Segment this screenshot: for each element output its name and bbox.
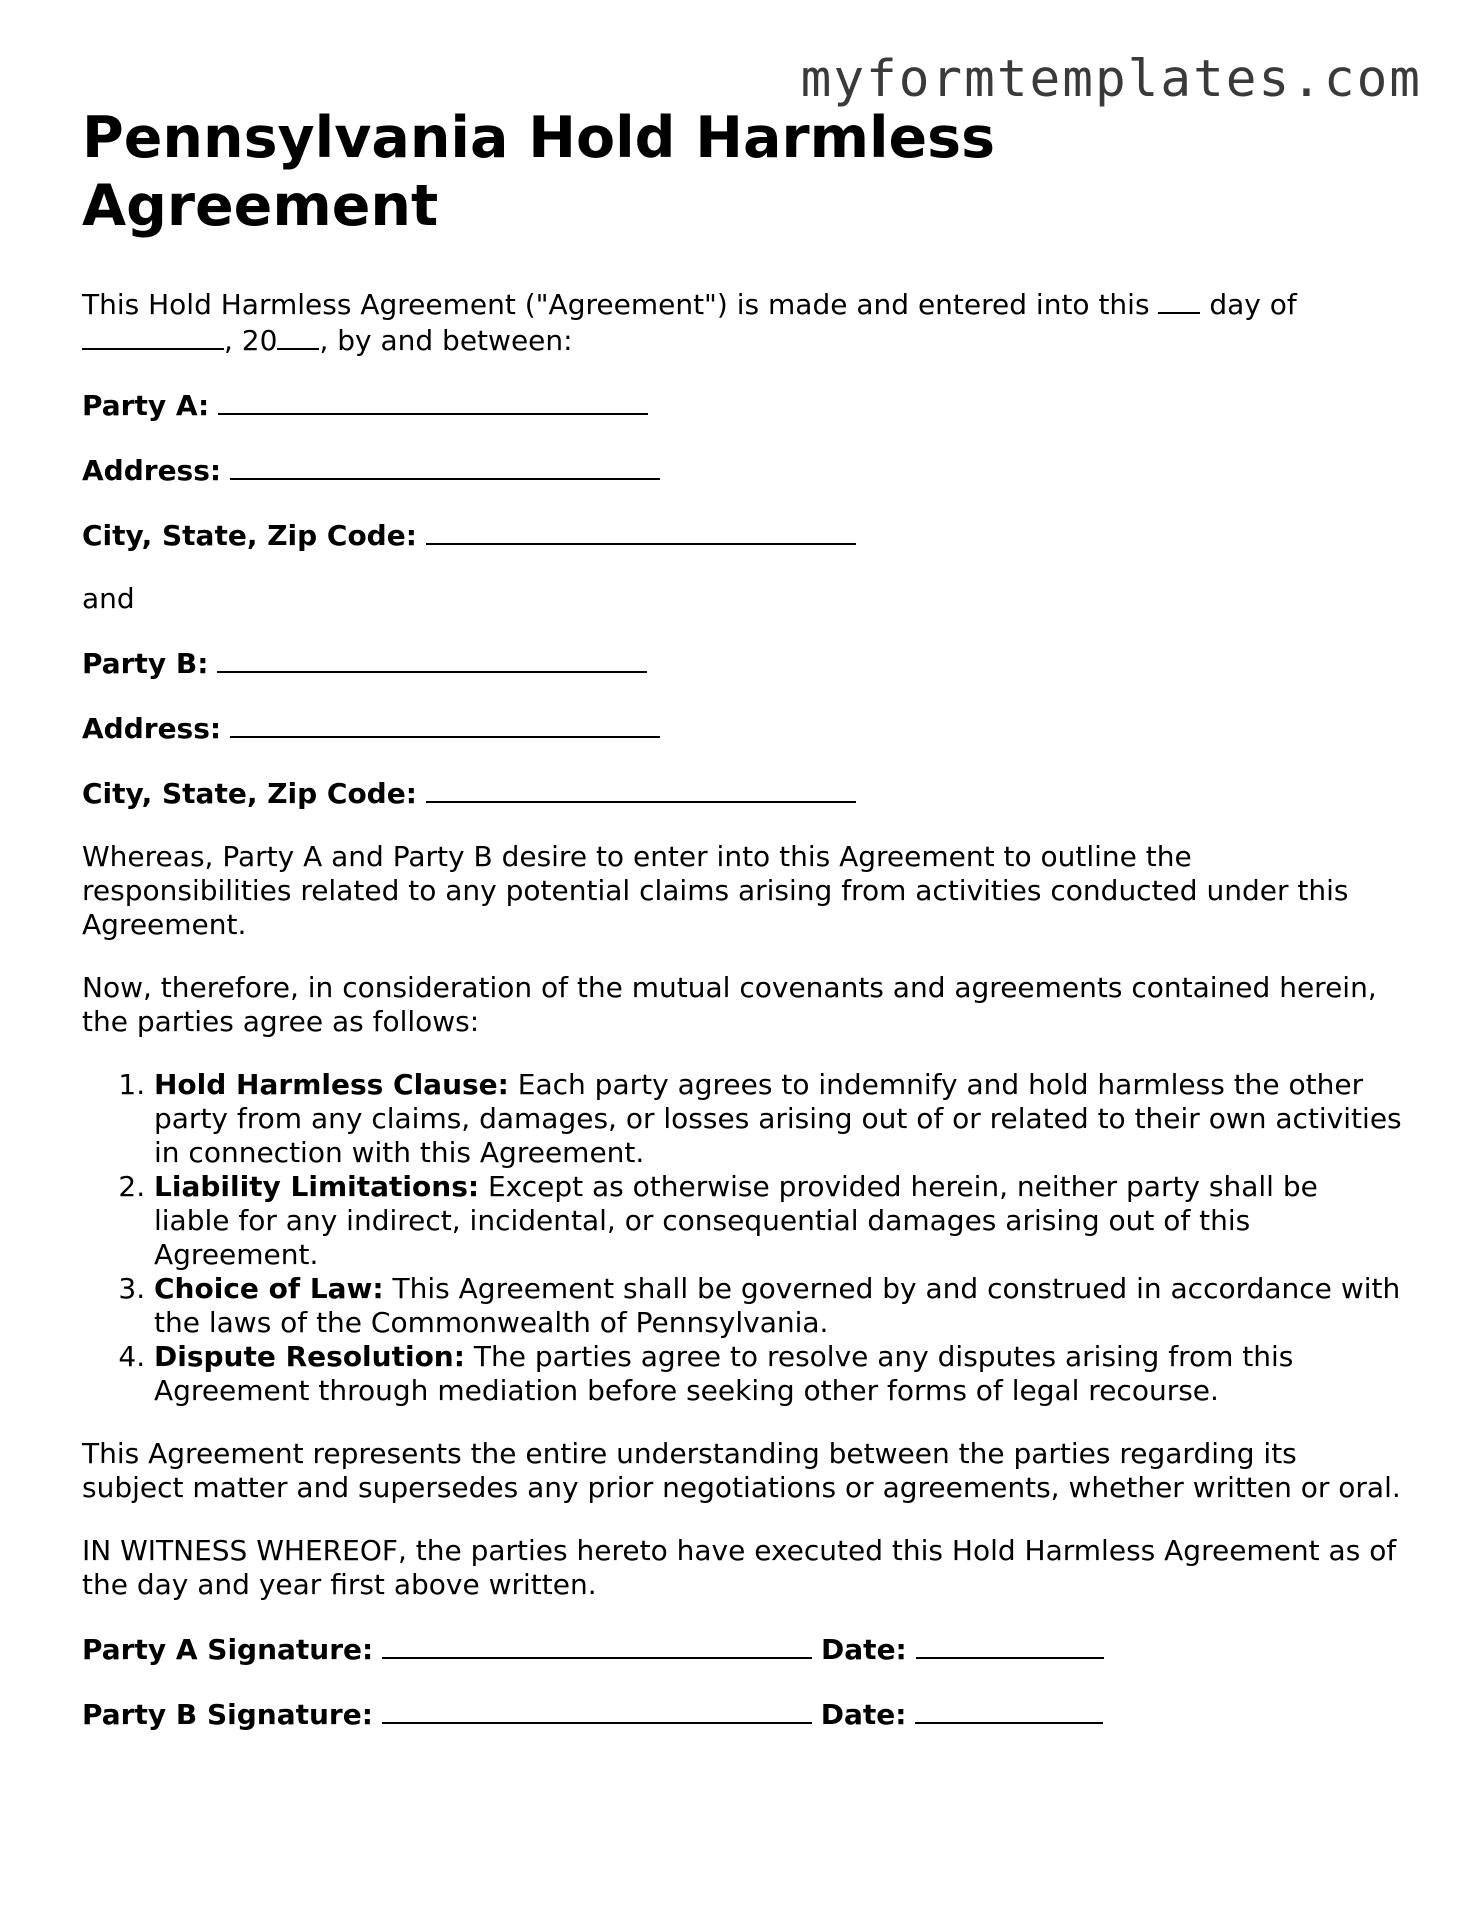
whereas-paragraph: Whereas, Party A and Party B desire to enter into this Agreement to outline the responsibilities related to any potential claims arising from activities conducted under this Agreement. [82, 840, 1349, 941]
party-b-city-row [82, 775, 1402, 811]
clause-text: Each party agrees to indemnify and hold harmless the other party from any claims, damages, or losses arising out of or related to their own activities in connection with this Agreement. [154, 1068, 1402, 1169]
page-title: Pennsylvania Hold Harmless Agreement [82, 105, 996, 239]
party-a-address-label: Address: [82, 454, 222, 487]
intro-paragraph [82, 286, 1402, 358]
party-a-address-blank[interactable] [230, 452, 660, 480]
party-b-address-blank[interactable] [230, 710, 660, 738]
document-page [82, 104, 1402, 1732]
clause-heading: Hold Harmless Clause: [154, 1068, 509, 1101]
clause-text: Except as otherwise provided herein, neither party shall be liable for any indirect, incidental, or consequential damages arising out of this Agreement. [154, 1170, 1318, 1271]
party-a-signature-row [82, 1631, 1402, 1667]
party-a-name-blank[interactable] [218, 387, 648, 415]
now-therefore-paragraph: Now, therefore, in consideration of the mutual covenants and agreements contained herein, the parties agree as follows: [82, 971, 1377, 1038]
party-a-signature-blank[interactable] [382, 1631, 812, 1659]
day-blank[interactable] [1158, 286, 1200, 314]
intro-text-day: day of [1209, 288, 1297, 321]
party-b-name-blank[interactable] [217, 645, 647, 673]
intro-text-month: , 20 [224, 324, 278, 357]
clause-item [154, 1170, 1402, 1272]
party-a-city-label: City, State, Zip Code: [82, 519, 417, 552]
party-b-address-row [82, 710, 1402, 746]
party-b-city-label: City, State, Zip Code: [82, 777, 417, 810]
intro-text-end: , by and between: [319, 324, 573, 357]
clauses-list [82, 1068, 1402, 1408]
party-b-city-blank[interactable] [426, 775, 856, 803]
clause-heading: Dispute Resolution: [154, 1340, 465, 1373]
party-a-name-row [82, 387, 1402, 423]
party-b-signature-blank[interactable] [382, 1696, 812, 1724]
party-b-address-label: Address: [82, 712, 222, 745]
party-a-city-blank[interactable] [426, 517, 856, 545]
clause-text: This Agreement shall be governed by and construed in accordance with the laws of the Commonwealth of Pennsylvania. [154, 1272, 1401, 1339]
party-b-signature-row [82, 1696, 1402, 1732]
party-a-signature-label: Party A Signature: [82, 1633, 374, 1666]
clause-item [154, 1068, 1402, 1170]
clause-heading: Choice of Law: [154, 1272, 384, 1305]
party-a-name-label: Party A: [82, 389, 210, 422]
party-a-city-row [82, 517, 1402, 553]
party-b-date-label: Date: [820, 1698, 907, 1731]
party-a-address-row [82, 452, 1402, 488]
party-b-name-row [82, 645, 1402, 681]
intro-text-start: This Hold Harmless Agreement ("Agreement") is made and entered into this [82, 288, 1150, 321]
year-blank[interactable] [277, 322, 319, 350]
month-blank[interactable] [82, 322, 224, 350]
party-b-name-label: Party B: [82, 647, 209, 680]
clause-text: The parties agree to resolve any disputes arising from this Agreement through mediation before seeking other forms of legal recourse. [154, 1340, 1294, 1407]
and-text: and [82, 582, 135, 615]
entire-agreement-paragraph: This Agreement represents the entire understanding between the parties regarding its subject matter and supersedes any prior negotiations or agreements, whether written or oral. [82, 1437, 1401, 1504]
party-a-date-blank[interactable] [916, 1631, 1104, 1659]
clause-item [154, 1272, 1402, 1340]
witness-paragraph: IN WITNESS WHEREOF, the parties hereto have executed this Hold Harmless Agreement as of the day and year first above written. [82, 1534, 1397, 1601]
clause-heading: Liability Limitations: [154, 1170, 480, 1203]
clause-item [154, 1340, 1402, 1408]
party-b-signature-label: Party B Signature: [82, 1698, 373, 1731]
party-a-date-label: Date: [821, 1633, 907, 1666]
party-b-date-blank[interactable] [915, 1696, 1103, 1724]
watermark: myformtemplates.com [800, 50, 1422, 109]
